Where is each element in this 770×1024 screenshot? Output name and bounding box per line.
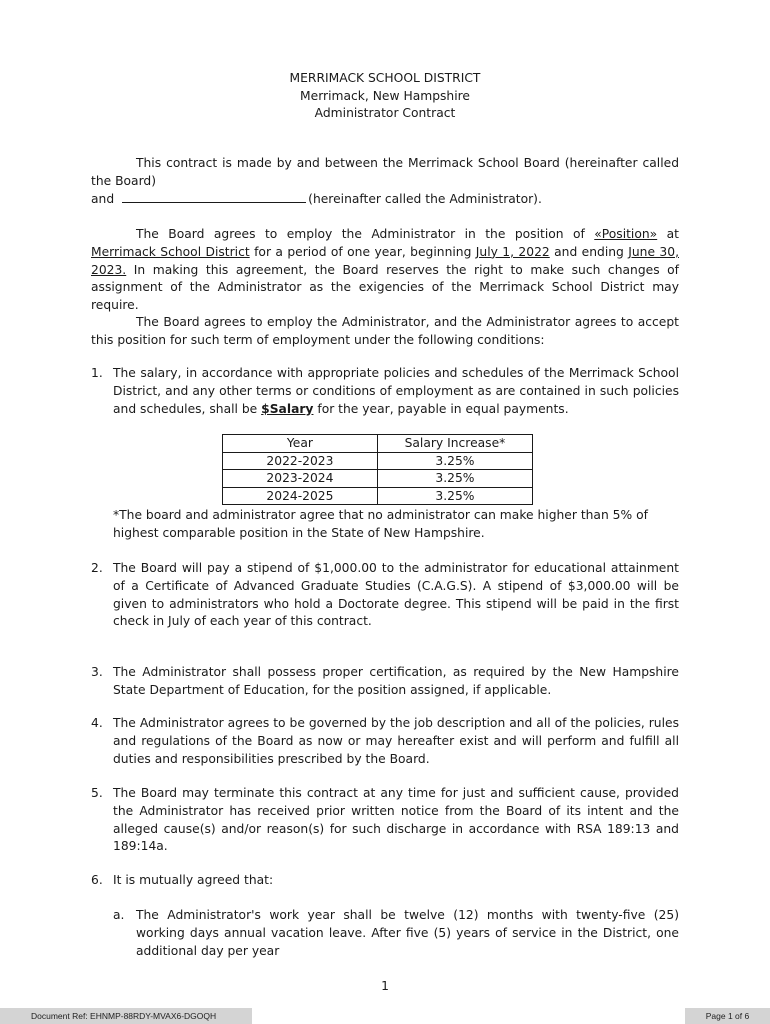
- list-item: [91, 560, 679, 631]
- list-item-number: 2.: [91, 561, 103, 575]
- salary-increase-table: [222, 434, 533, 505]
- document-reference: Document Ref: EHNMP-88RDY-MVAX6-DGOQH: [0, 1008, 252, 1024]
- list-item-number: 5.: [91, 786, 103, 800]
- work-year-clause: The Administrator's work year shall be twelve (12) months with twenty-five (25) working days annual vacation leave. After five (5) years of service in the District, one additional day per year: [136, 908, 679, 958]
- increase-cell: 3.25%: [377, 452, 532, 470]
- mutual-agreement-clause: It is mutually agreed that:: [113, 873, 274, 887]
- employment-paragraph: The Board agrees to employ the Administrator in the position of «Position» at Merrimack School District for a period of one year, beginning July 1, 2022 and ending June 30, 2023. In making this agreement, the Board reserves the right to make such changes of assignment of the Administrator as the exigencies of the Merrimack School District may require.: [91, 227, 679, 313]
- table-row: [223, 470, 533, 488]
- list-item: [91, 785, 679, 856]
- table-row: [223, 452, 533, 470]
- list-item-letter: a.: [113, 908, 125, 922]
- acceptance-paragraph: The Board agrees to employ the Administrator, and the Administrator agrees to accept this position for such term of employment under the following conditions:: [91, 315, 679, 347]
- and-label: and: [91, 192, 115, 206]
- table-header-row: [223, 435, 533, 453]
- column-header: Year: [223, 435, 378, 453]
- page-indicator: Page 1 of 6: [685, 1008, 770, 1024]
- year-cell: 2022-2023: [223, 452, 378, 470]
- list-item-number: 4.: [91, 716, 103, 730]
- increase-cell: 3.25%: [377, 470, 532, 488]
- district-location: Merrimack, New Hampshire: [300, 88, 470, 103]
- list-item-number: 1.: [91, 366, 103, 380]
- administrator-name-line: [91, 191, 679, 209]
- start-date: July 1, 2022: [475, 244, 550, 259]
- list-item: [91, 365, 679, 418]
- list-item: [91, 664, 679, 700]
- salary-table-note: *The board and administrator agree that no administrator can make higher than 5% of highest comparable position in the State of New Hampshire.: [113, 508, 648, 540]
- table-row: [223, 487, 533, 505]
- district-name: MERRIMACK SCHOOL DISTRICT: [289, 71, 481, 85]
- termination-clause: The Board may terminate this contract at any time for just and sufficient cause, provided the Administrator has received prior written notice from the Board of its intent and the alleged cause(s) and/or reason(s) for such discharge in accordance with RSA 189:13 and 189:14a.: [113, 786, 679, 854]
- document-title: Administrator Contract: [314, 106, 456, 121]
- governance-clause: The Administrator agrees to be governed by the job description and all of the policies, rules and regulations of the Board as now or may hereafter exist and will perform and fulfill all duties and responsibilities prescribed by the Board.: [113, 716, 679, 766]
- salary-clause: The salary, in accordance with appropriate policies and schedules of the Merrimack School District, and any other terms or conditions of employment as are contained in such policies and schedules, shall be $Salary for the year, payable in equal payments.: [113, 366, 679, 416]
- position-field: «Position»: [594, 227, 658, 241]
- year-cell: 2024-2025: [223, 487, 378, 505]
- page-number: 1: [381, 979, 389, 993]
- intro-paragraph: This contract is made by and between the Merrimack School Board (hereinafter called the Board): [91, 156, 679, 188]
- list-item-number: 3.: [91, 665, 103, 679]
- year-cell: 2023-2024: [223, 470, 378, 488]
- end-date: June 30, 2023.: [91, 244, 679, 277]
- document-header: [0, 70, 770, 123]
- list-item: [91, 715, 679, 768]
- administrator-label: (hereinafter called the Administrator).: [308, 192, 542, 206]
- increase-cell: 3.25%: [377, 487, 532, 505]
- district-field: Merrimack School District: [91, 244, 250, 259]
- document-footer: [0, 1008, 770, 1024]
- list-item-number: 6.: [91, 873, 103, 887]
- stipend-clause: The Board will pay a stipend of $1,000.00 to the administrator for educational attainment of a Certificate of Advanced Graduate Studies (C.A.G.S). A stipend of $3,000.00 will be given to administrators who hold a Doctorate degree. This stipend will be paid in the first check in July of each year of this contract.: [113, 561, 679, 629]
- salary-field: $Salary: [261, 401, 314, 416]
- list-item: [91, 872, 679, 890]
- certification-clause: The Administrator shall possess proper certification, as required by the New Hampshire State Department of Education, for the position assigned, if applicable.: [113, 665, 679, 697]
- column-header: Salary Increase*: [377, 435, 532, 453]
- list-item: [113, 907, 679, 960]
- administrator-name-blank: [122, 191, 306, 203]
